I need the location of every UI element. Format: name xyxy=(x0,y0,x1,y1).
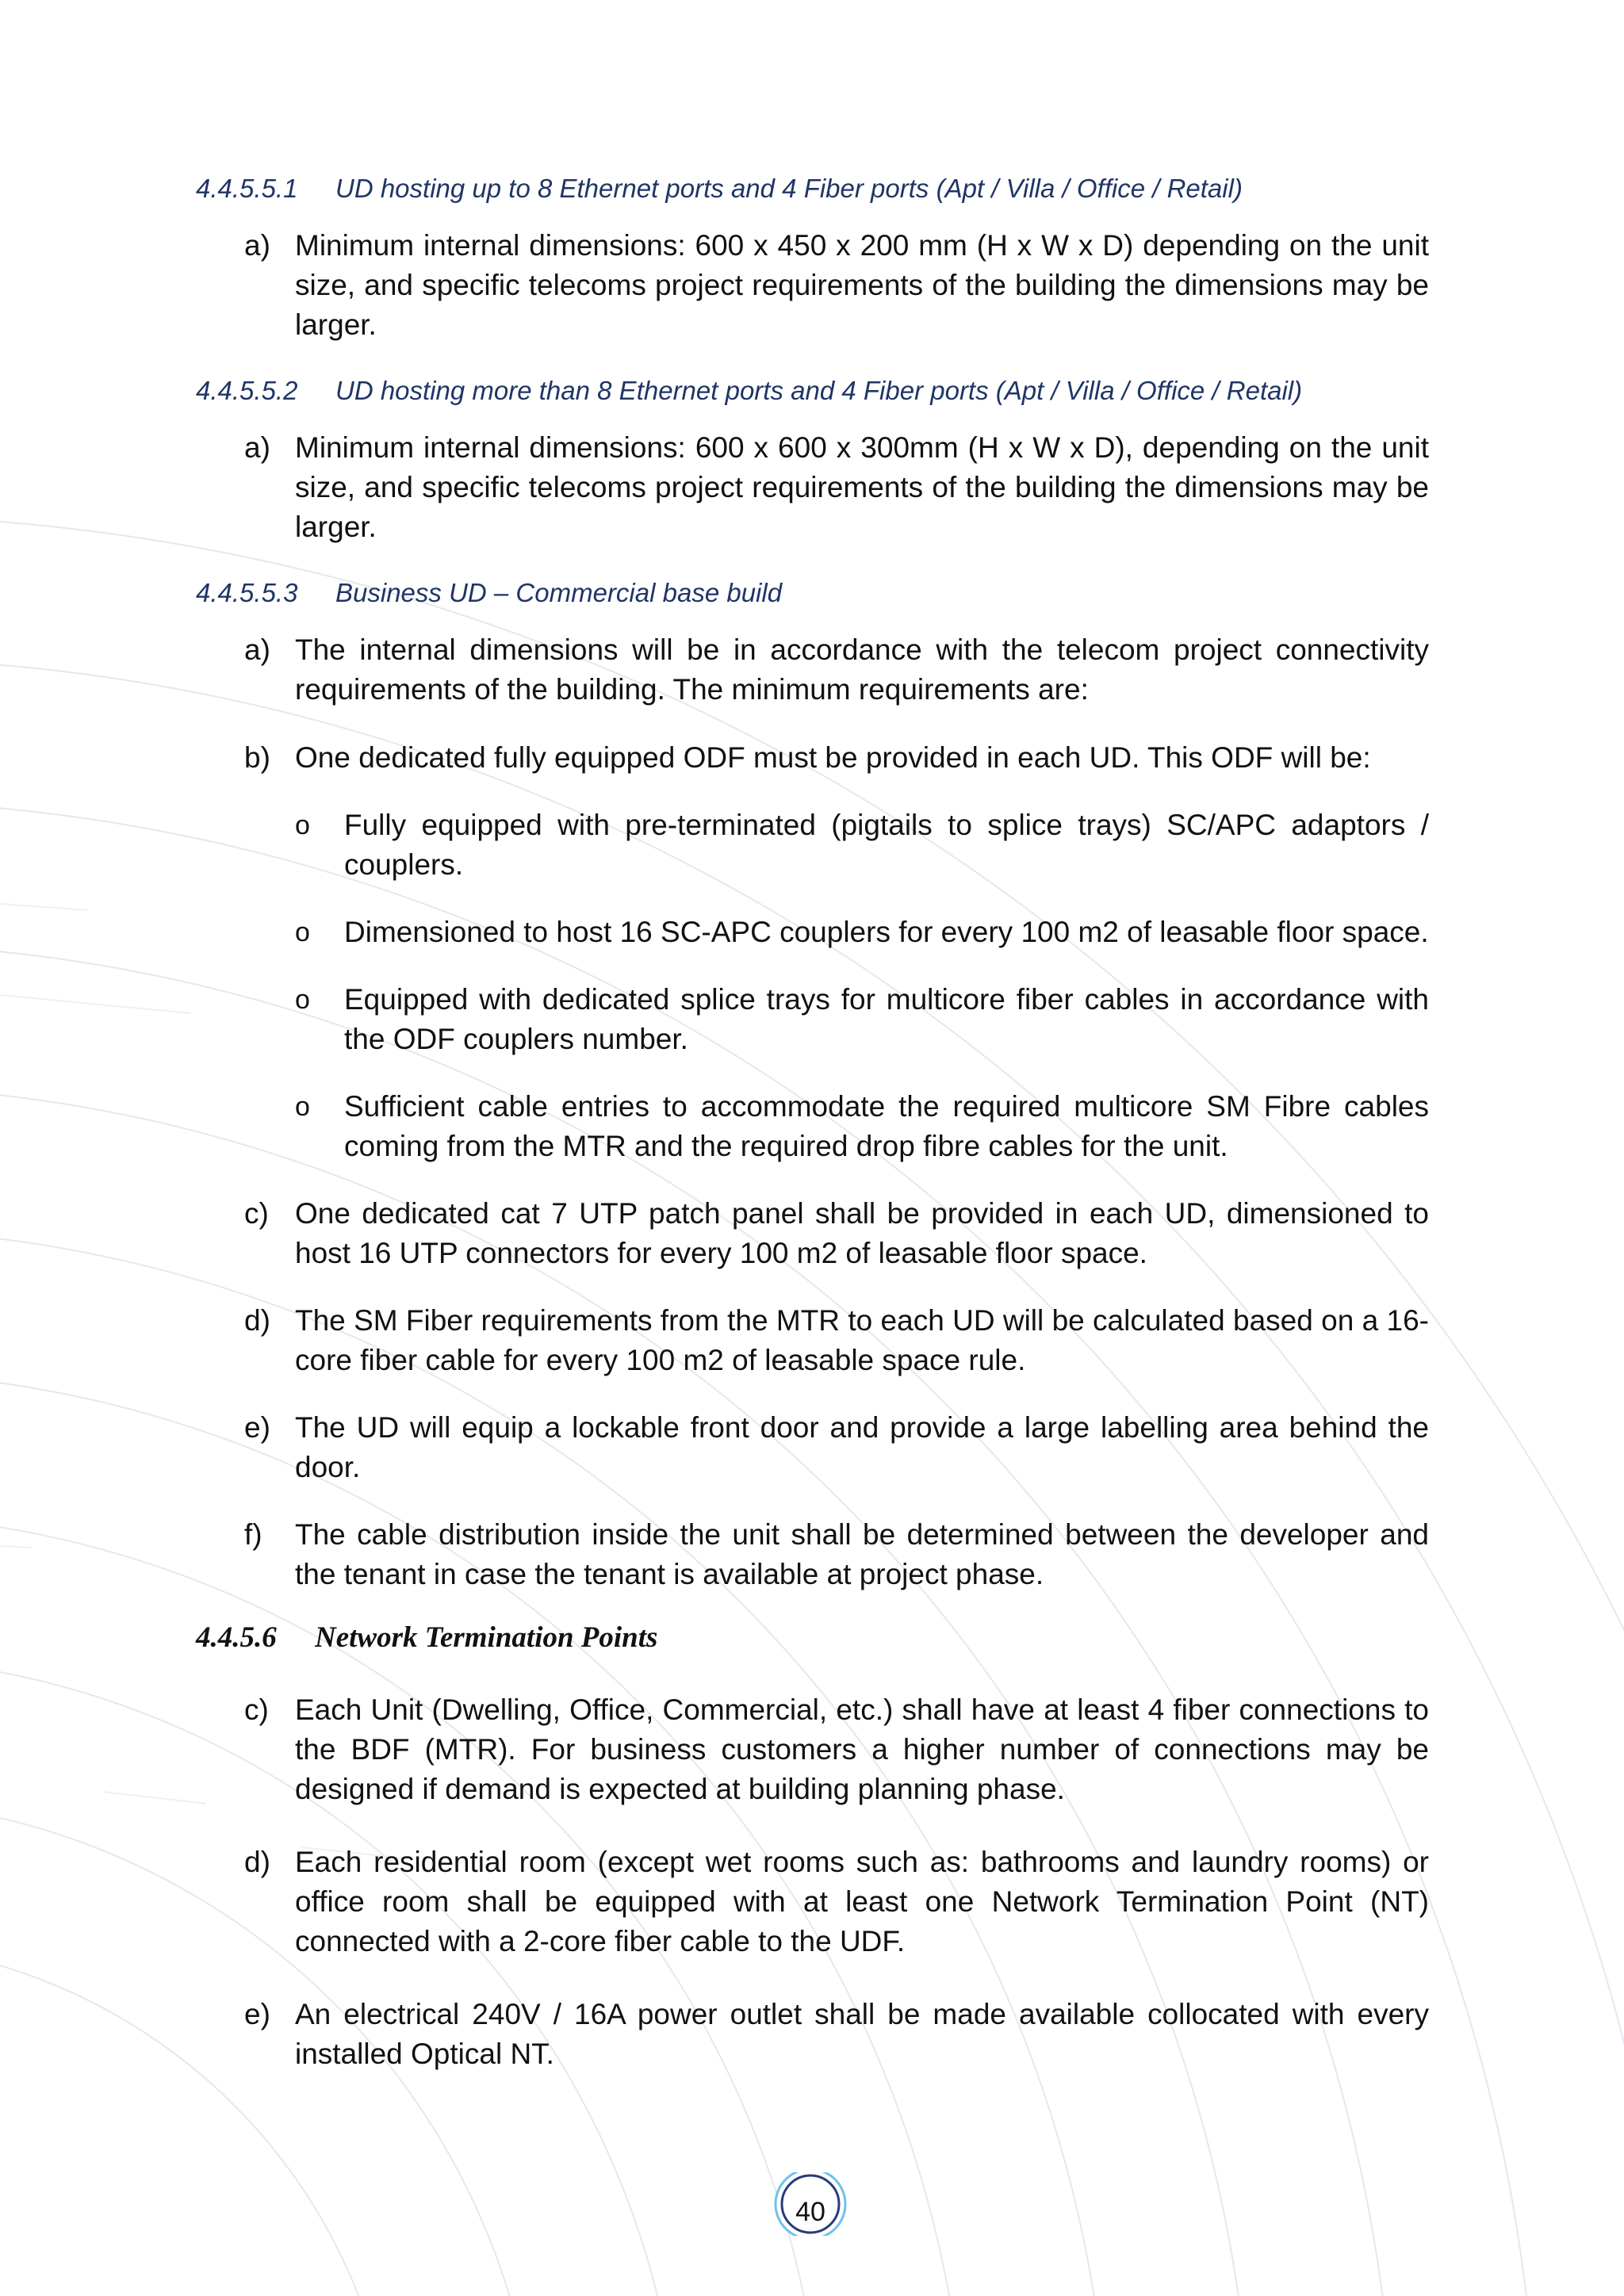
bullet-text: Fully equipped with pre-terminated (pigtails to splice trays) SC/APC adaptors / couplers. xyxy=(344,809,1429,881)
list-item-text: Minimum internal dimensions: 600 x 600 x 300mm (H x W x D), depending on the unit size, and specific telecoms project requirements of the building the dimensions may be larger. xyxy=(295,431,1429,543)
subsection-title: UD hosting up to 8 Ethernet ports and 4 Fiber ports (Apt / Villa / Office / Retail) xyxy=(335,174,1243,203)
list-item-letter: a) xyxy=(244,431,270,464)
list-item xyxy=(244,1301,1429,1380)
list-item-letter: c) xyxy=(244,1197,269,1230)
bullet-item xyxy=(295,980,1429,1059)
list-item-text: Minimum internal dimensions: 600 x 450 x 200 mm (H x W x D) depending on the unit size, and specific telecoms project requirements of the building the dimensions may be larger. xyxy=(295,229,1429,341)
subsection-heading-4-4-5-5-1 xyxy=(196,174,1243,204)
list-item-letter: f) xyxy=(244,1518,262,1551)
list-item-letter: d) xyxy=(244,1846,270,1878)
subsection-title: UD hosting more than 8 Ethernet ports and 4 Fiber ports (Apt / Villa / Office / Retail) xyxy=(335,376,1303,405)
list-item xyxy=(244,428,1429,547)
list-item xyxy=(244,1995,1429,2074)
list-item-letter: a) xyxy=(244,633,270,666)
list-item-text: The cable distribution inside the unit shall be determined between the developer and the tenant in case the tenant is available at project phase. xyxy=(295,1518,1429,1590)
subsection-number: 4.4.5.5.1 xyxy=(196,174,298,203)
bullet-mark: o xyxy=(295,985,310,1015)
bullet-text: Dimensioned to host 16 SC-APC couplers for every 100 m2 of leasable floor space. xyxy=(344,916,1429,948)
list-item-letter: e) xyxy=(244,1998,270,2030)
bullet-item xyxy=(295,1087,1429,1166)
list-item xyxy=(244,1843,1429,1961)
page-number: 40 xyxy=(795,2197,825,2227)
bullet-mark: o xyxy=(295,1092,310,1122)
list-item-text: An electrical 240V / 16A power outlet shall be made available collocated with every installed Optical NT. xyxy=(295,1998,1429,2070)
list-item-text: One dedicated fully equipped ODF must be provided in each UD. This ODF will be: xyxy=(295,741,1371,774)
list-item-letter: e) xyxy=(244,1411,270,1444)
subsection-number: 4.4.5.5.3 xyxy=(196,578,298,607)
list-item xyxy=(244,1690,1429,1809)
subsection-heading-4-4-5-5-3 xyxy=(196,578,782,608)
list-item xyxy=(244,630,1429,710)
list-item xyxy=(244,226,1429,345)
bullet-text: Sufficient cable entries to accommodate the required multicore SM Fibre cables coming from the MTR and the required drop fibre cables for the unit. xyxy=(344,1090,1429,1162)
list-item-text: The SM Fiber requirements from the MTR to each UD will be calculated based on a 16-core fiber cable for every 100 m2 of leasable space rule. xyxy=(295,1304,1429,1376)
list-item-text: Each residential room (except wet rooms such as: bathrooms and laundry rooms) or office room shall be equipped with at least one Network Termination Point (NT) connected with a 2-core fiber cable to the UDF. xyxy=(295,1846,1429,1957)
section-title: Network Termination Points xyxy=(315,1621,658,1654)
list-item-text: Each Unit (Dwelling, Office, Commercial, etc.) shall have at least 4 fiber connections to the BDF (MTR). For business customers a higher number of connections may be designed if demand is expected at building planning phase. xyxy=(295,1693,1429,1805)
list-item-text: The internal dimensions will be in accordance with the telecom project connectivity requirements of the building. The minimum requirements are: xyxy=(295,633,1429,706)
bullet-text: Equipped with dedicated splice trays for multicore fiber cables in accordance with the ODF couplers number. xyxy=(344,983,1429,1055)
section-number: 4.4.5.6 xyxy=(196,1621,277,1654)
list-item xyxy=(244,1515,1429,1594)
subsection-number: 4.4.5.5.2 xyxy=(196,376,298,405)
list-item-text: The UD will equip a lockable front door and provide a large labelling area behind the door. xyxy=(295,1411,1429,1483)
bullet-item xyxy=(295,913,1429,952)
list-item-letter: a) xyxy=(244,229,270,262)
bullet-item xyxy=(295,806,1429,885)
list-item-letter: d) xyxy=(244,1304,270,1337)
bullet-mark: o xyxy=(295,810,310,840)
list-item xyxy=(244,1194,1429,1273)
bullet-mark: o xyxy=(295,917,310,947)
list-item xyxy=(244,1408,1429,1487)
list-item-text: One dedicated cat 7 UTP patch panel shall be provided in each UD, dimensioned to host 16 UTP connectors for every 100 m2 of leasable floor space. xyxy=(295,1197,1429,1269)
subsection-title: Business UD – Commercial base build xyxy=(335,578,783,607)
list-item-letter: b) xyxy=(244,741,270,774)
subsection-heading-4-4-5-5-2 xyxy=(196,376,1302,406)
section-heading-4-4-5-6 xyxy=(196,1621,657,1655)
list-item xyxy=(244,738,1429,778)
list-item-letter: c) xyxy=(244,1693,269,1726)
